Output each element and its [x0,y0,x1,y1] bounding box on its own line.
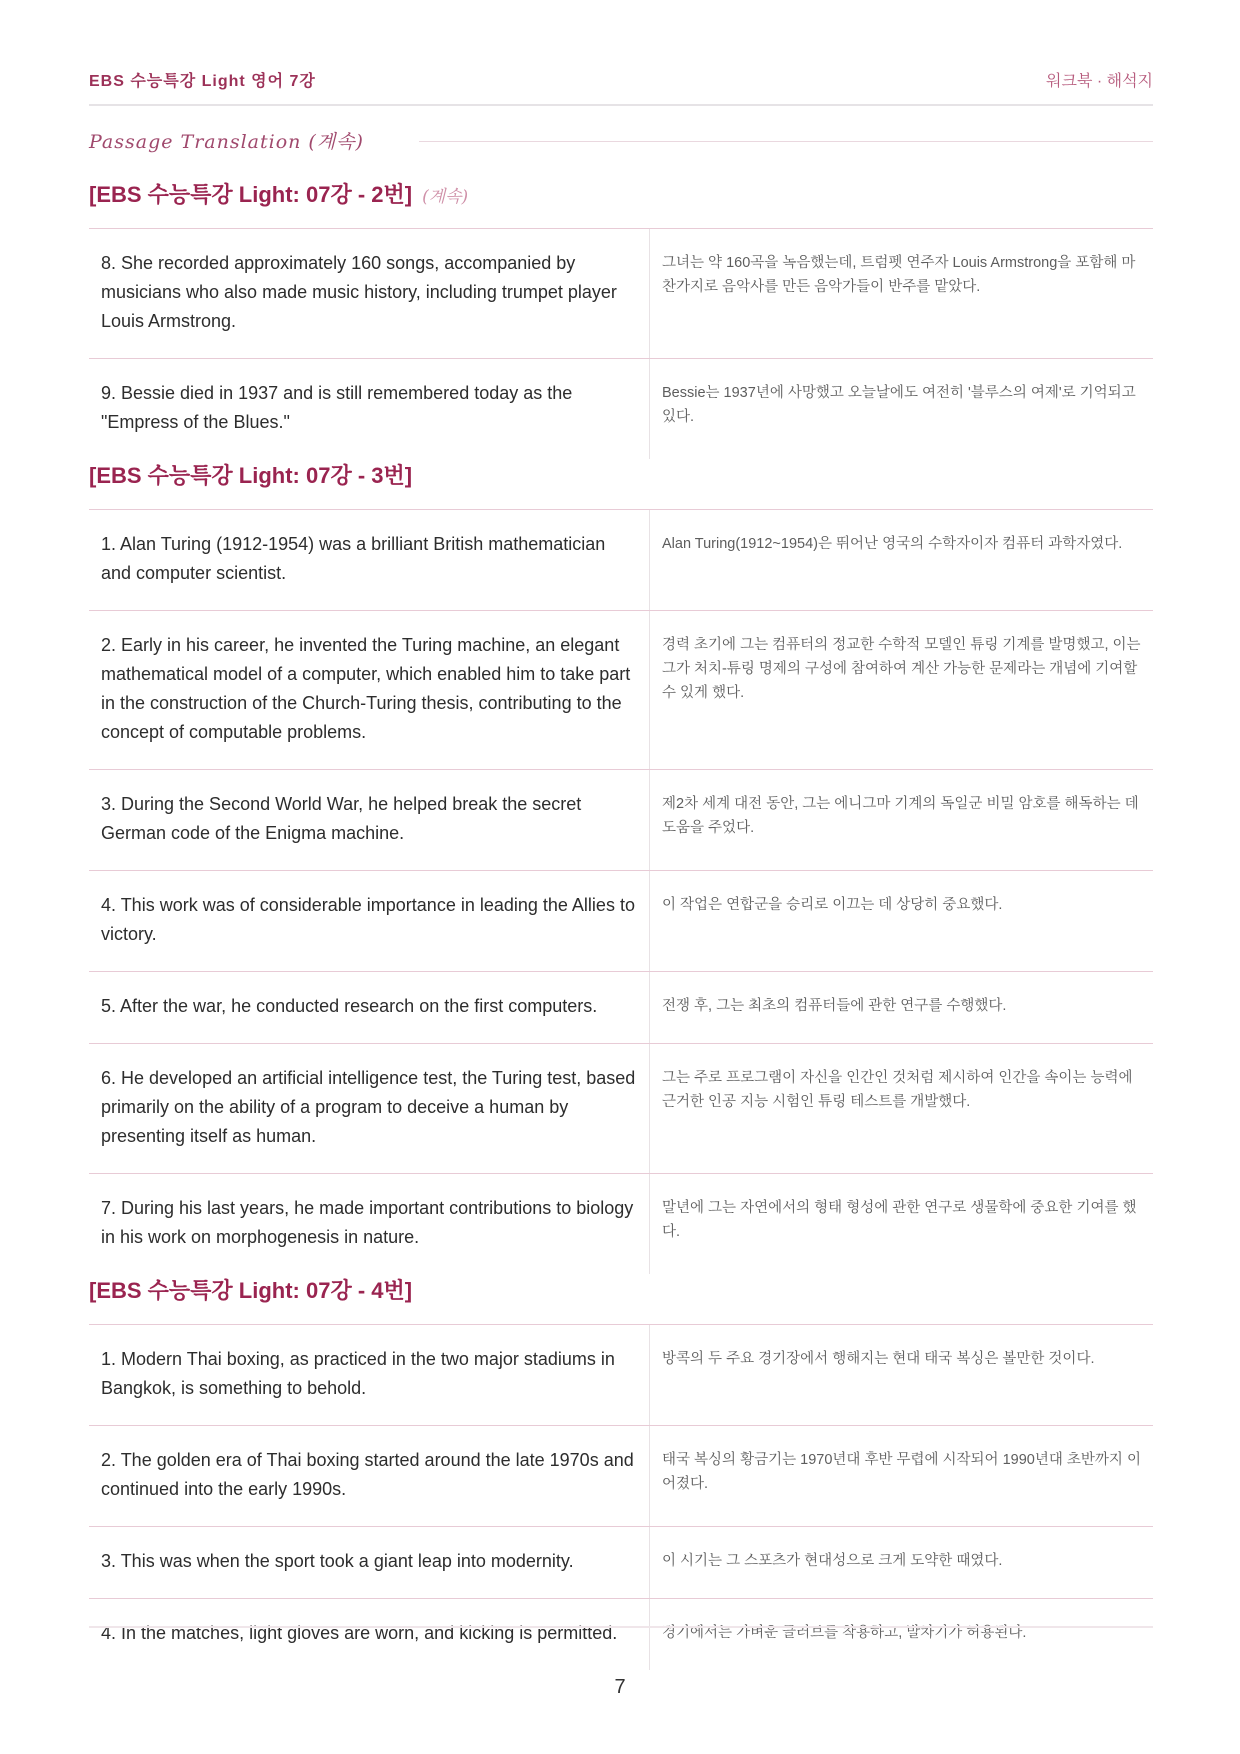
english-sentence: 7. During his last years, he made important contributions to biology in his work on morphogenesis in nature. [101,1198,634,1247]
section-title-suffix: (계속) [422,187,469,207]
footer-divider [89,1626,1153,1628]
sentence-row [89,358,1153,459]
translation-section [89,459,1153,1274]
english-sentence: 1. Modern Thai boxing, as practiced in the two major stadiums in Bangkok, is something to behold. [101,1349,615,1398]
sentence-row [89,1598,1153,1670]
section-title [89,1274,1153,1324]
sentence-row [89,1324,1153,1425]
english-sentence: 6. He developed an artificial intelligence test, the Turing test, based primarily on the ability of a program to deceive a human by presenting itself as human. [101,1068,636,1146]
sentence-row [89,509,1153,610]
section-title-text: [EBS 수능특강 Light: 07강 - 4번] [89,1278,413,1303]
sentence-row [89,610,1153,769]
korean-translation: 제2차 세계 대전 동안, 그는 에니그마 기계의 독일군 비밀 암호를 해독하는 데 도움을 주었다. [649,770,1153,870]
english-sentence: 2. Early in his career, he invented the Turing machine, an elegant mathematical model of a computer, which enabled him to take part in the construction of the Church-Turing thesis, contributing to the concept of computable problems. [101,635,631,742]
english-sentence: 2. The golden era of Thai boxing started around the late 1970s and continued into the early 1990s. [101,1450,634,1499]
sentence-row [89,228,1153,358]
english-sentence: 5. After the war, he conducted research on the first computers. [101,996,598,1016]
korean-translation: Alan Turing(1912~1954)은 뛰어난 영국의 수학자이자 컴퓨터 과학자였다. [649,510,1153,610]
passage-header [89,127,1153,157]
translation-sections [89,178,1153,1670]
sentence-row [89,1526,1153,1598]
english-sentence: 4. In the matches, light gloves are worn, and kicking is permitted. [101,1623,618,1643]
translation-section [89,178,1153,459]
korean-translation: 경력 초기에 그는 컴퓨터의 정교한 수학적 모델인 튜링 기계를 발명했고, 이는 그가 처치-튜링 명제의 구성에 참여하여 계산 가능한 문제라는 개념에 기여할 수 있게 했다. [649,611,1153,769]
english-sentence: 3. This was when the sport took a giant leap into modernity. [101,1551,574,1571]
section-title [89,178,1153,228]
korean-translation: Bessie는 1937년에 사망했고 오늘날에도 여전히 '블루스의 여제'로 기억되고 있다. [649,359,1153,459]
english-sentence: 9. Bessie died in 1937 and is still remembered today as the "Empress of the Blues." [101,383,573,432]
korean-translation: 이 작업은 연합군을 승리로 이끄는 데 상당히 중요했다. [649,871,1153,971]
page-header [89,68,1153,106]
sentence-row [89,1425,1153,1526]
korean-translation: 그는 주로 프로그램이 자신을 인간인 것처럼 제시하여 인간을 속이는 능력에 근거한 인공 지능 시험인 튜링 테스트를 개발했다. [649,1044,1153,1173]
section-title [89,459,1153,509]
sentence-row [89,1173,1153,1274]
korean-translation: 이 시기는 그 스포츠가 현대성으로 크게 도약한 때였다. [649,1527,1153,1598]
korean-translation: 전쟁 후, 그는 최초의 컴퓨터들에 관한 연구를 수행했다. [649,972,1153,1043]
header-brand: EBS 수능특강 Light 영어 7강 [89,73,316,90]
korean-translation: 말년에 그는 자연에서의 형태 형성에 관한 연구로 생물학에 중요한 기여를 했다. [649,1174,1153,1274]
sentence-row [89,1043,1153,1173]
passage-divider [419,141,1153,142]
korean-translation: 방콕의 두 주요 경기장에서 행해지는 현대 태국 복싱은 볼만한 것이다. [649,1325,1153,1425]
english-sentence: 8. She recorded approximately 160 songs, accompanied by musicians who also made music history, including trumpet player Louis Armstrong. [101,253,617,331]
english-sentence: 4. This work was of considerable importance in leading the Allies to victory. [101,895,635,944]
english-sentence: 3. During the Second World War, he helped break the secret German code of the Enigma machine. [101,794,582,843]
passage-title: Passage Translation (계속) [89,131,364,153]
korean-translation: 그녀는 약 160곡을 녹음했는데, 트럼펫 연주자 Louis Armstrong을 포함해 마찬가지로 음악사를 만든 음악가들이 반주를 맡았다. [649,229,1153,358]
section-title-text: [EBS 수능특강 Light: 07강 - 3번] [89,463,413,488]
korean-translation: 태국 복싱의 황금기는 1970년대 후반 무렵에 시작되어 1990년대 초반까지 이어졌다. [649,1426,1153,1526]
sentence-row [89,971,1153,1043]
section-title-text: [EBS 수능특강 Light: 07강 - 2번] [89,182,413,207]
page-number: 7 [614,1676,626,1698]
english-sentence: 1. Alan Turing (1912-1954) was a brilliant British mathematician and computer scientist. [101,534,606,583]
korean-translation: 경기에서는 가벼운 글러브를 착용하고, 발차기가 허용된다. [649,1599,1153,1670]
sentence-row [89,870,1153,971]
translation-section [89,1274,1153,1670]
sentence-row [89,769,1153,870]
header-doc-type: 워크북 · 해석지 [1046,73,1153,90]
